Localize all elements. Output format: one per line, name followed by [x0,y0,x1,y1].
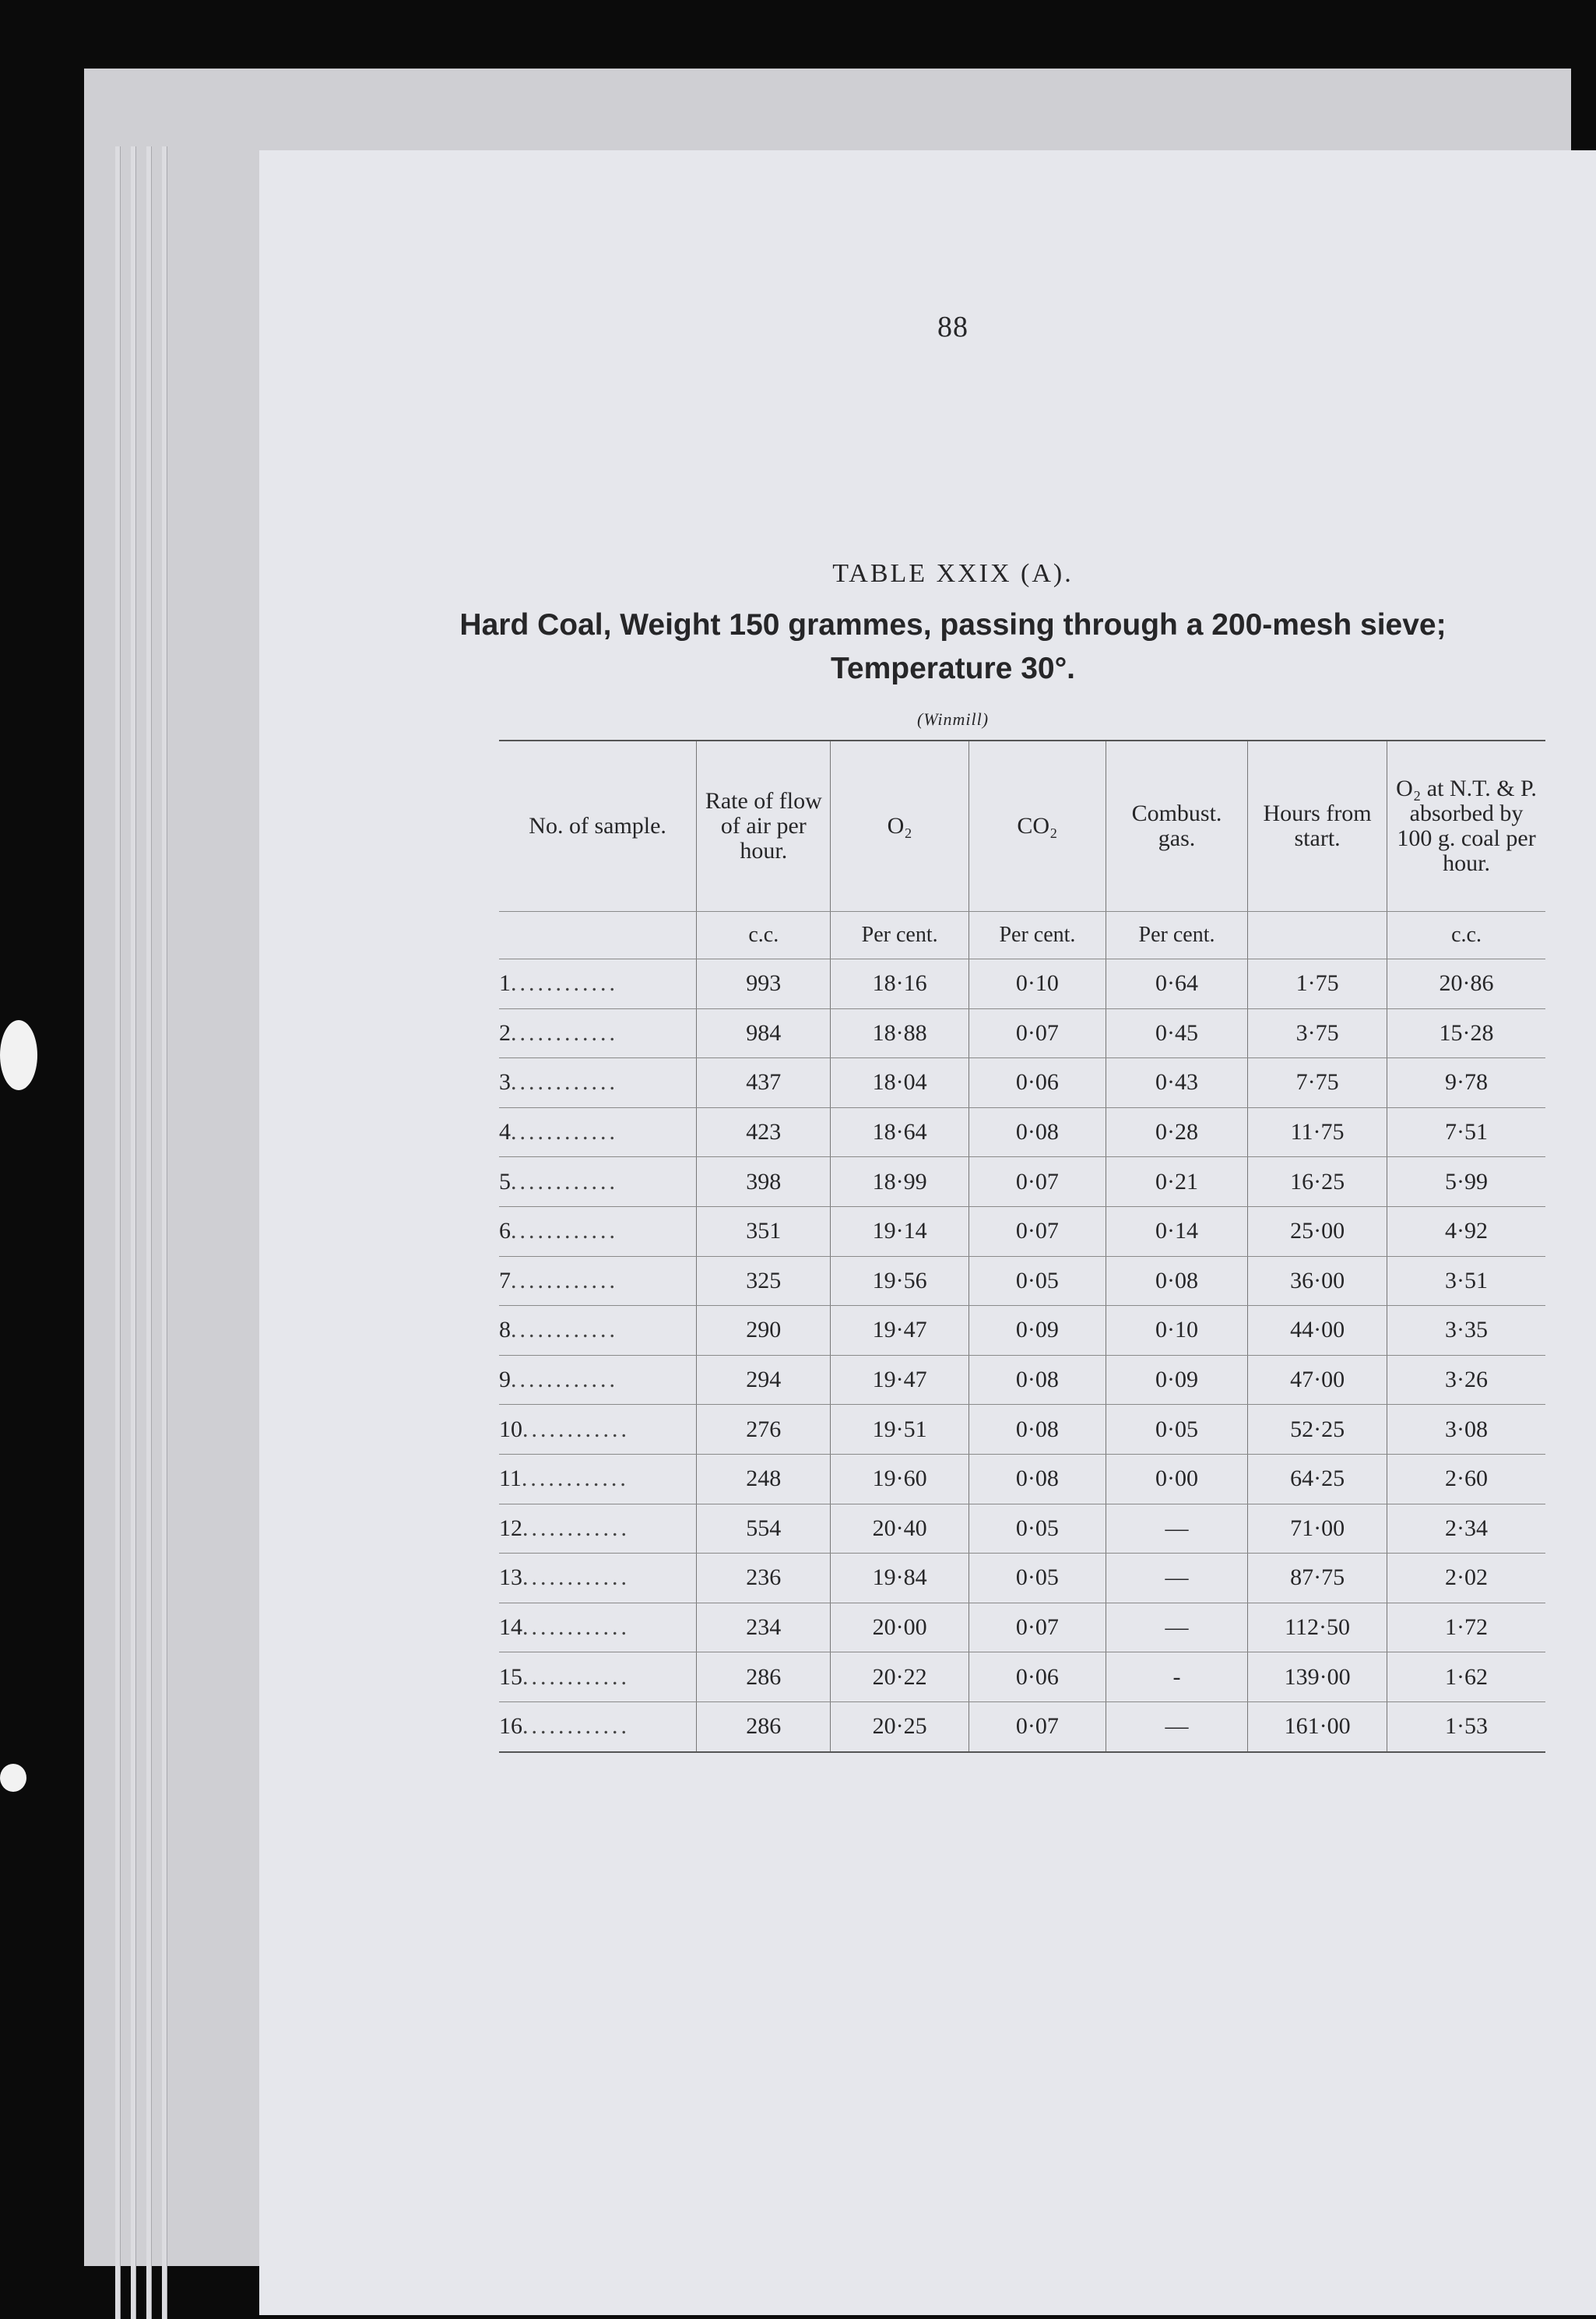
cell-rate: 248 [697,1454,831,1504]
cell-abs: 15·28 [1387,1008,1545,1058]
cell-co2: 0·07 [968,1206,1106,1256]
cell-co2: 0·07 [968,1008,1106,1058]
cell-gas: 0·00 [1106,1454,1247,1504]
cell-gas: - [1106,1652,1247,1702]
table-row [499,1554,1545,1603]
cell-o2: 18·16 [831,959,969,1009]
unit-sample [499,912,697,959]
cell-abs: 1·72 [1387,1603,1545,1652]
scan-blemish [0,1020,37,1090]
cell-abs: 1·62 [1387,1652,1545,1702]
leader-dots: ............ [511,1019,618,1046]
cell-o2: 18·64 [831,1107,969,1157]
page-edge [146,146,152,2319]
cell-abs: 2·60 [1387,1454,1545,1504]
cell-o2: 18·88 [831,1008,969,1058]
cell-rate: 398 [697,1157,831,1207]
unit-absorbed: c.c. [1387,912,1545,959]
cell-hours: 112·50 [1248,1603,1387,1652]
leader-dots: ............ [522,1713,630,1740]
cell-sample-no [499,1306,697,1356]
table-row [499,1454,1545,1504]
cell-rate: 236 [697,1554,831,1603]
cell-hours: 16·25 [1248,1157,1387,1207]
cell-rate: 286 [697,1701,831,1751]
cell-gas: 0·10 [1106,1306,1247,1356]
unit-combust-gas: Per cent. [1106,912,1247,959]
cell-o2: 19·14 [831,1206,969,1256]
cell-o2: 19·47 [831,1355,969,1405]
cell-sample-no [499,1504,697,1554]
sample-number: 12 [499,1515,522,1541]
cell-sample-no [499,959,697,1009]
cell-abs: 20·86 [1387,959,1545,1009]
table-row [499,1355,1545,1405]
cell-hours: 87·75 [1248,1554,1387,1603]
table-row [499,1504,1545,1554]
cell-sample-no [499,1058,697,1108]
cell-rate: 554 [697,1504,831,1554]
leader-dots: ............ [511,1168,618,1195]
cell-o2: 19·47 [831,1306,969,1356]
title-line-1: Hard Coal, Weight 150 grammes, passing through a 200-mesh sieve; [459,608,1447,642]
sample-number: 14 [499,1614,522,1641]
cell-abs: 3·08 [1387,1405,1545,1455]
scan-blemish [0,1764,26,1792]
sample-number: 11 [499,1466,522,1492]
cell-gas: 0·21 [1106,1157,1247,1207]
table-row [499,1256,1545,1306]
cell-o2: 18·99 [831,1157,969,1207]
table-row [499,1701,1545,1751]
cell-abs: 9·78 [1387,1058,1545,1108]
table-body [499,959,1545,1752]
cell-gas: 0·28 [1106,1107,1247,1157]
cell-hours: 52·25 [1248,1405,1387,1455]
leader-dots: ............ [511,1069,618,1096]
table-label: TABLE XXIX (A). [832,559,1074,588]
leader-dots: ............ [511,1119,618,1145]
cell-gas: 0·64 [1106,959,1247,1009]
sample-number: 5 [499,1168,511,1195]
cell-hours: 47·00 [1248,1355,1387,1405]
cell-o2: 19·51 [831,1405,969,1455]
unit-co2: Per cent. [968,912,1106,959]
cell-hours: 1·75 [1248,959,1387,1009]
leader-dots: ............ [511,1218,618,1244]
cell-hours: 11·75 [1248,1107,1387,1157]
cell-sample-no [499,1652,697,1702]
sample-number: 4 [499,1119,511,1145]
cell-hours: 3·75 [1248,1008,1387,1058]
leader-dots: ............ [522,1564,630,1591]
cell-sample-no [499,1554,697,1603]
cell-sample-no [499,1107,697,1157]
cell-co2: 0·08 [968,1107,1106,1157]
cell-hours: 64·25 [1248,1454,1387,1504]
cell-o2: 19·56 [831,1256,969,1306]
cell-gas: 0·08 [1106,1256,1247,1306]
page-edge [115,146,121,2319]
leader-dots: ............ [522,1515,630,1541]
cell-abs: 2·02 [1387,1554,1545,1603]
cell-gas: 0·09 [1106,1355,1247,1405]
cell-rate: 437 [697,1058,831,1108]
cell-abs: 3·51 [1387,1256,1545,1306]
cell-gas: — [1106,1603,1247,1652]
header-o2: O₂ [831,741,969,912]
cell-sample-no [499,1157,697,1207]
header-combust-gas: Combust. gas. [1106,741,1247,912]
cell-co2: 0·08 [968,1405,1106,1455]
cell-gas: — [1106,1504,1247,1554]
data-table [499,740,1545,1753]
table-row [499,1603,1545,1652]
title-line-2: Temperature 30°. [831,652,1075,685]
unit-hours [1248,912,1387,959]
table-row [499,1157,1545,1207]
sample-number: 13 [499,1564,522,1591]
sample-number: 15 [499,1663,522,1690]
header-hours: Hours from start. [1248,741,1387,912]
cell-co2: 0·10 [968,959,1106,1009]
cell-abs: 7·51 [1387,1107,1545,1157]
cell-gas: — [1106,1554,1247,1603]
leader-dots: ............ [511,1267,618,1293]
table-row [499,1008,1545,1058]
sample-number: 1 [499,970,511,997]
table-row [499,959,1545,1009]
sample-number: 9 [499,1367,511,1393]
table-row [499,1405,1545,1455]
table-row [499,1058,1545,1108]
attribution: (Winmill) [916,709,990,729]
cell-abs: 1·53 [1387,1701,1545,1751]
cell-hours: 71·00 [1248,1504,1387,1554]
leader-dots: ............ [522,1416,630,1442]
table-row [499,1107,1545,1157]
sample-number: 6 [499,1218,511,1244]
cell-co2: 0·06 [968,1652,1106,1702]
cell-o2: 20·22 [831,1652,969,1702]
cell-abs: 4·92 [1387,1206,1545,1256]
cell-sample-no [499,1405,697,1455]
cell-rate: 423 [697,1107,831,1157]
cell-o2: 20·40 [831,1504,969,1554]
cell-rate: 234 [697,1603,831,1652]
cell-rate: 276 [697,1405,831,1455]
cell-gas: — [1106,1701,1247,1751]
cell-co2: 0·06 [968,1058,1106,1108]
cell-hours: 7·75 [1248,1058,1387,1108]
cell-co2: 0·08 [968,1454,1106,1504]
header-co2: CO₂ [968,741,1106,912]
cell-hours: 44·00 [1248,1306,1387,1356]
cell-o2: 20·25 [831,1701,969,1751]
cell-sample-no [499,1355,697,1405]
cell-sample-no [499,1206,697,1256]
leader-dots: ............ [522,1614,630,1641]
cell-rate: 290 [697,1306,831,1356]
header-sample: No. of sample. [499,741,697,912]
unit-o2: Per cent. [831,912,969,959]
cell-sample-no [499,1008,697,1058]
table-row [499,1652,1545,1702]
cell-rate: 294 [697,1355,831,1405]
leader-dots: ............ [511,970,618,997]
cell-co2: 0·05 [968,1256,1106,1306]
cell-hours: 161·00 [1248,1701,1387,1751]
cell-co2: 0·05 [968,1554,1106,1603]
unit-rate: c.c. [697,912,831,959]
page-number: 88 [937,311,968,343]
table-row [499,1206,1545,1256]
leader-dots: ............ [522,1663,630,1690]
cell-sample-no [499,1603,697,1652]
table-title [259,604,1596,691]
header-rate: Rate of flow of air per hour. [697,741,831,912]
sample-number: 7 [499,1267,511,1293]
cell-rate: 984 [697,1008,831,1058]
cell-o2: 20·00 [831,1603,969,1652]
cell-gas: 0·14 [1106,1206,1247,1256]
cell-rate: 286 [697,1652,831,1702]
cell-abs: 3·26 [1387,1355,1545,1405]
header-absorbed: O₂ at N.T. & P. absorbed by 100 g. coal per hour. [1387,741,1545,912]
cell-rate: 993 [697,959,831,1009]
cell-sample-no [499,1256,697,1306]
cell-o2: 19·84 [831,1554,969,1603]
cell-gas: 0·05 [1106,1405,1247,1455]
leader-dots: ............ [511,1317,618,1343]
sample-number: 10 [499,1416,522,1442]
sample-number: 8 [499,1317,511,1343]
cell-sample-no [499,1454,697,1504]
table-row [499,1306,1545,1356]
cell-sample-no [499,1701,697,1751]
cell-rate: 325 [697,1256,831,1306]
cell-abs: 3·35 [1387,1306,1545,1356]
cell-o2: 18·04 [831,1058,969,1108]
cell-co2: 0·07 [968,1157,1106,1207]
cell-abs: 5·99 [1387,1157,1545,1207]
cell-co2: 0·08 [968,1355,1106,1405]
sample-number: 3 [499,1069,511,1096]
cell-rate: 351 [697,1206,831,1256]
cell-abs: 2·34 [1387,1504,1545,1554]
header-row [499,741,1545,912]
sample-number: 16 [499,1713,522,1740]
document-page [259,150,1596,2315]
leader-dots: ............ [511,1367,618,1393]
cell-hours: 25·00 [1248,1206,1387,1256]
cell-hours: 36·00 [1248,1256,1387,1306]
cell-co2: 0·07 [968,1701,1106,1751]
page-edge [162,146,167,2319]
cell-gas: 0·45 [1106,1008,1247,1058]
leader-dots: ............ [521,1466,629,1492]
cell-co2: 0·09 [968,1306,1106,1356]
book-page-stack [84,69,1571,2266]
units-row [499,912,1545,959]
page-edge [131,146,136,2319]
cell-co2: 0·05 [968,1504,1106,1554]
cell-hours: 139·00 [1248,1652,1387,1702]
sample-number: 2 [499,1019,511,1046]
cell-o2: 19·60 [831,1454,969,1504]
cell-gas: 0·43 [1106,1058,1247,1108]
cell-co2: 0·07 [968,1603,1106,1652]
